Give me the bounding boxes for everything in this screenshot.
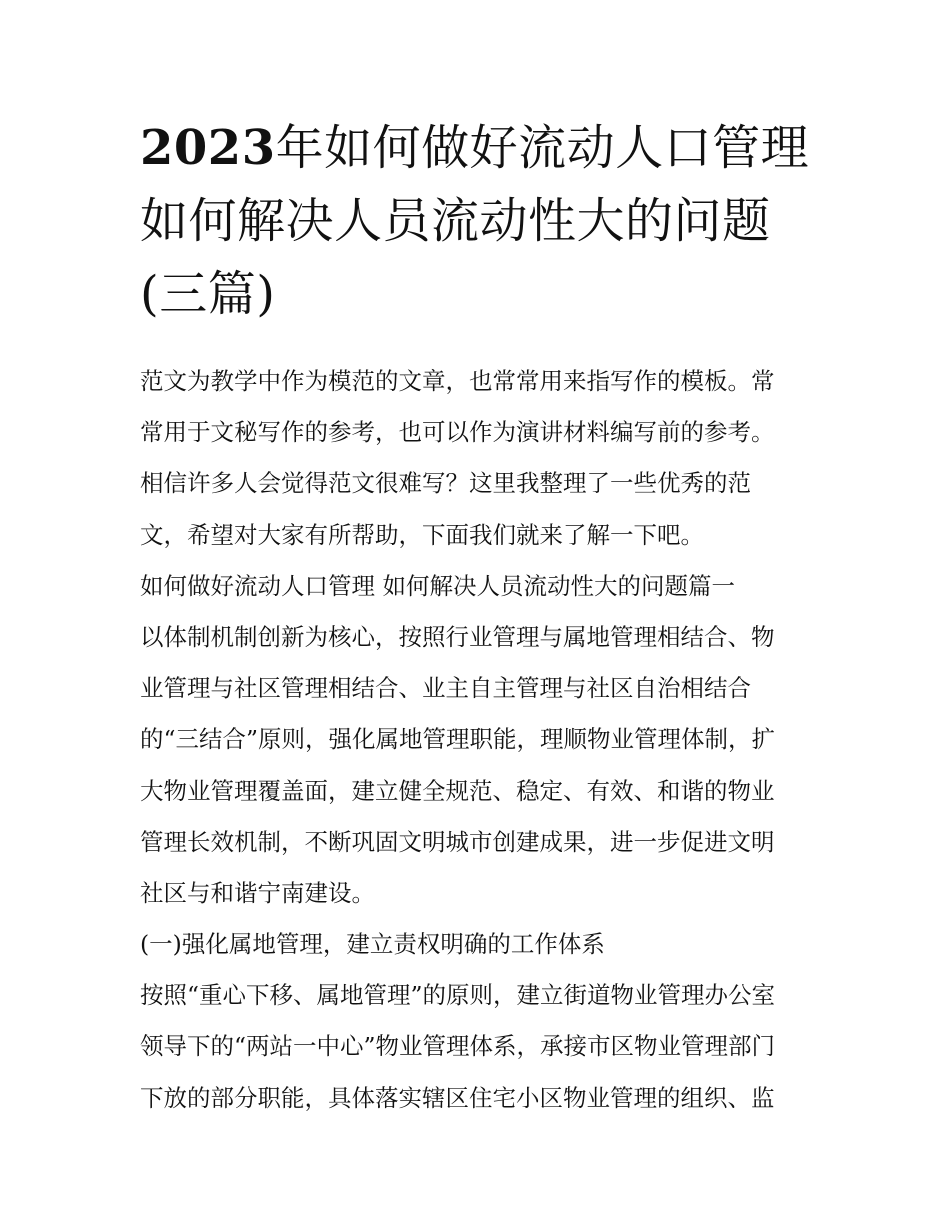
body-line: 范文为教学中作为模范的文章，也常常用来指写作的模板。常 bbox=[140, 367, 775, 395]
subsection-heading: (一)强化属地管理，建立责权明确的工作体系 bbox=[140, 930, 605, 959]
body-line: 以体制机制创新为核心，按照行业管理与属地管理相结合、物 bbox=[140, 622, 775, 651]
body-line: 相信许多人会觉得范文很难写？这里我整理了一些优秀的范 bbox=[140, 469, 751, 498]
body-line: 业管理与社区管理相结合、业主自主管理与社区自治相结合 bbox=[140, 674, 751, 703]
document-body bbox=[140, 356, 820, 1124]
body-line: 按照“重心下移、属地管理”的原则，建立街道物业管理办公室 bbox=[140, 981, 776, 1010]
title-year: 2023 bbox=[140, 120, 276, 176]
title-line-3: (三篇) bbox=[140, 266, 276, 322]
document-title bbox=[140, 112, 820, 331]
body-line: 的“三结合”原则，强化属地管理职能，理顺物业管理体制，扩 bbox=[140, 725, 776, 754]
title-line-2: 如何解决人员流动性大的问题 bbox=[140, 193, 771, 249]
section-heading: 如何做好流动人口管理 如何解决人员流动性大的问题篇一 bbox=[140, 571, 735, 600]
title-line-1 bbox=[140, 112, 820, 185]
body-line: 文，希望对大家有所帮助，下面我们就来了解一下吧。 bbox=[140, 520, 704, 549]
body-line: 领导下的“两站一中心”物业管理体系，承接市区物业管理部门 bbox=[140, 1032, 776, 1061]
body-line: 大物业管理覆盖面，建立健全规范、稳定、有效、和谐的物业 bbox=[140, 776, 775, 805]
body-line: 社区与和谐宁南建设。 bbox=[140, 878, 375, 907]
title-line-1-text: 年如何做好流动人口管理 bbox=[275, 120, 810, 176]
body-line: 管理长效机制，不断巩固文明城市创建成果，进一步促进文明 bbox=[140, 827, 775, 856]
body-line: 下放的部分职能，具体落实辖区住宅小区物业管理的组织、监 bbox=[140, 1083, 775, 1112]
body-line: 常用于文秘写作的参考，也可以作为演讲材料编写前的参考。 bbox=[140, 418, 775, 447]
